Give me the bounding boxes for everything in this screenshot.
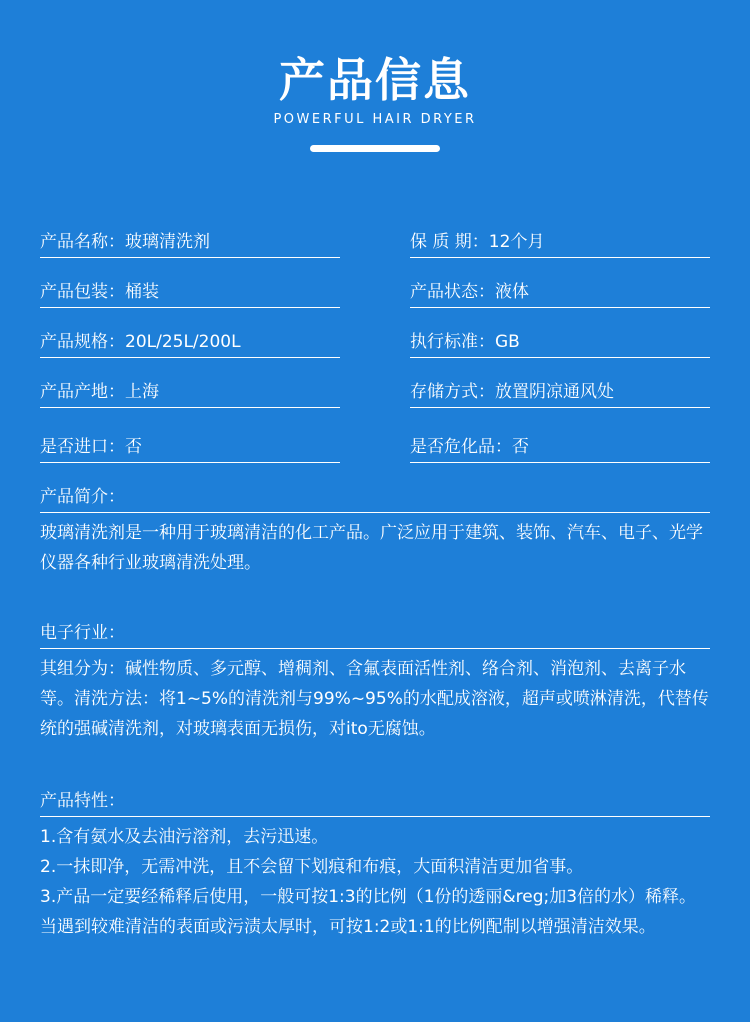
feature-item: 2.一抹即净，无需冲洗，且不会留下划痕和布痕，大面积清洁更加省事。 [40,857,584,877]
features-section [40,786,710,942]
title-underline-bar [310,145,440,152]
info-cell: 是否危化品：否 [410,408,710,463]
info-cell: 保 质 期：12个月 [410,208,710,258]
info-row [40,258,710,308]
product-info-grid [40,208,710,463]
info-cell: 产品名称：玻璃清洗剂 [40,208,340,258]
feature-item: 1.含有氨水及去油污溶剂，去污迅速。 [40,827,329,847]
intro-text: 玻璃清洗剂是一种用于玻璃清洁的化工产品。广泛应用于建筑、装饰、汽车、电子、光学仪器各种行业玻璃清洗处理。 [40,523,703,573]
features-heading: 产品特性： [40,786,710,817]
info-cell: 执行标准：GB [410,308,710,358]
info-row [40,208,710,258]
features-list [40,822,710,942]
info-cell: 产品规格：20L/25L/200L [40,308,340,358]
electronics-heading: 电子行业： [40,618,710,649]
feature-item: 3.产品一定要经稀释后使用，一般可按1:3的比例（1份的透丽&reg;加3倍的水）稀释。当遇到较难清洁的表面或污渍太厚时，可按1:2或1:1的比例配制以增强清洁效果。 [40,887,697,937]
info-row [40,308,710,358]
info-cell: 存储方式：放置阴凉通风处 [410,358,710,408]
page-header [0,50,750,152]
intro-section [40,482,710,578]
electronics-section [40,618,710,744]
info-cell: 产品状态：液体 [410,258,710,308]
intro-heading: 产品简介： [40,482,710,513]
page-title: 产品信息 [279,53,471,107]
info-row [40,408,710,463]
info-cell: 是否进口：否 [40,408,340,463]
page-subtitle: POWERFUL HAIR DRYER [273,112,477,127]
info-cell: 产品产地：上海 [40,358,340,408]
electronics-text: 其组分为：碱性物质、多元醇、增稠剂、含氟表面活性剂、络合剂、消泡剂、去离子水等。清洗方法：将1~5%的清洗剂与99%~95%的水配成溶液，超声或喷淋清洗，代替传统的强碱清洗剂，对玻璃表面无损伤，对ito无腐蚀。 [40,659,709,739]
info-row [40,358,710,408]
info-cell: 产品包装：桶装 [40,258,340,308]
